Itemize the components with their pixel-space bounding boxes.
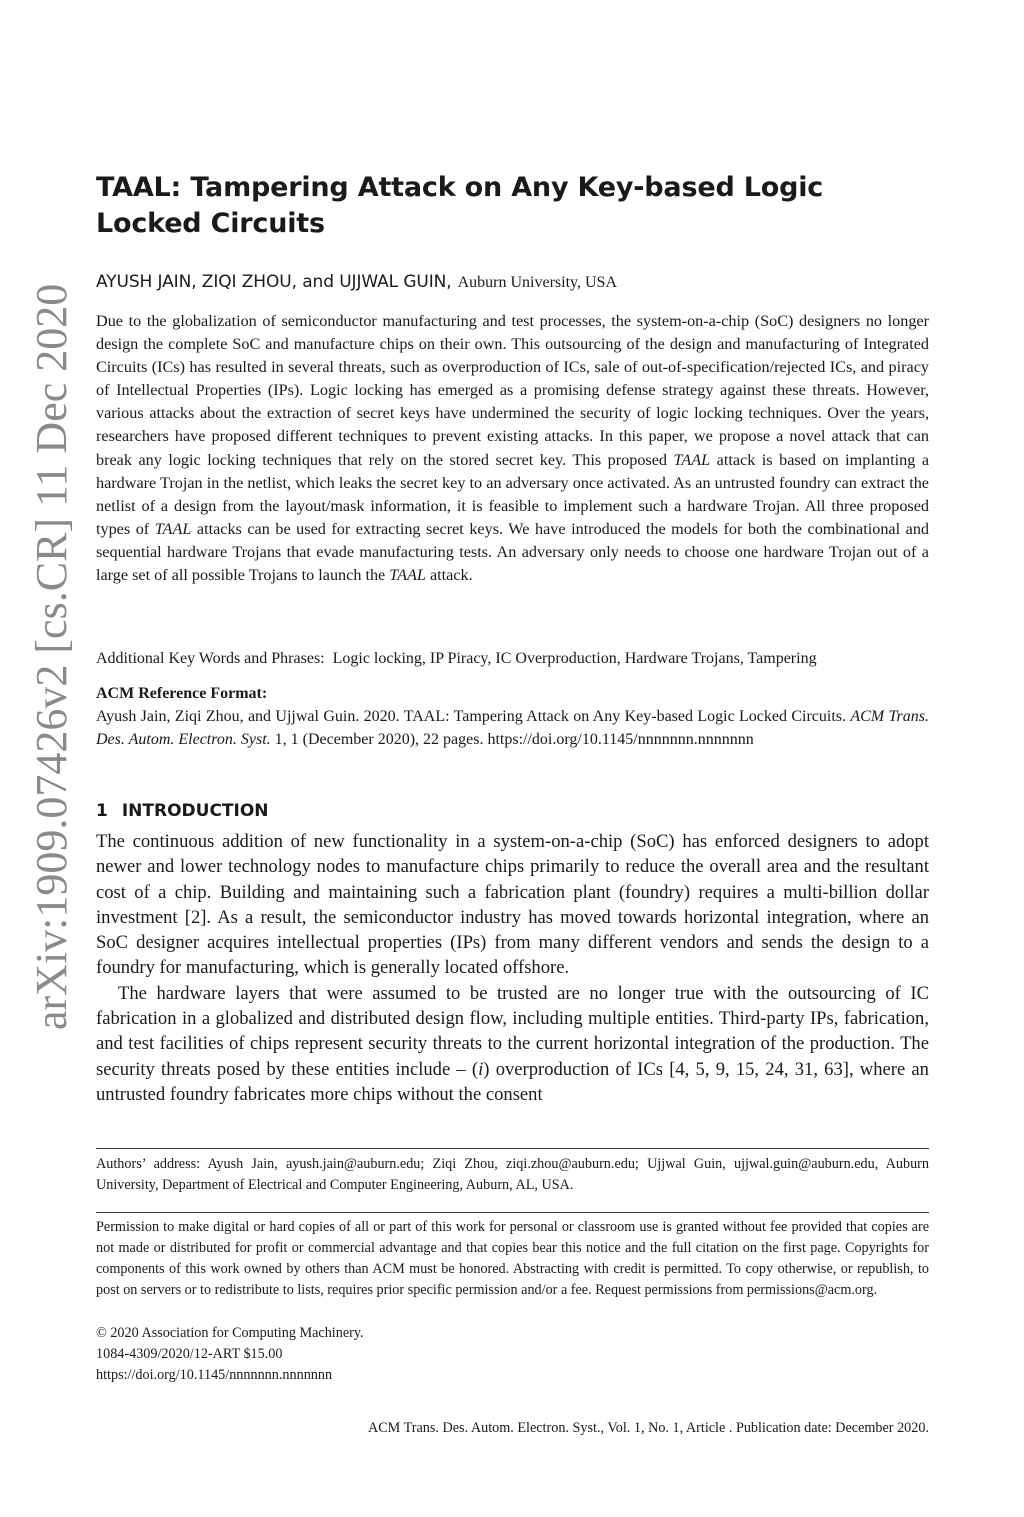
doi-line: https://doi.org/10.1145/nnnnnnn.nnnnnnn xyxy=(96,1367,333,1383)
abstract-taal-1: TAAL xyxy=(673,450,711,469)
abstract xyxy=(96,310,929,587)
arxiv-identifier-stamp: arXiv:1909.07426v2 [cs.CR] 11 Dec 2020 xyxy=(27,283,76,1030)
acm-reference-text-1: Ayush Jain, Ziqi Zhou, and Ujjwal Guin. 2020. TAAL: Tampering Attack on Any Key-based Logic Locked Circuits. xyxy=(96,708,847,725)
keywords-label: Additional Key Words and Phrases: xyxy=(96,650,325,667)
acm-reference-text-2: 1, 1 (December 2020), 22 pages. https://doi.org/10.1145/nnnnnnn.nnnnnnn xyxy=(274,731,754,748)
permission-notice: Permission to make digital or hard copies of all or part of this work for personal or classroom use is granted without fee provided that copies are not made or distributed for profit or commercial advantage and that copies bear this notice and the full citation on the first page. Copyrights for components of this work owned by others than ACM must be honored. Abstracting with credit is permitted. To copy otherwise, or republish, to post on servers or to redistribute to lists, requires prior specific permission and/or a fee. Request permissions from permissions@acm.org. xyxy=(96,1219,929,1298)
acm-reference-heading: ACM Reference Format: xyxy=(96,685,268,702)
author-affiliation: Auburn University, USA xyxy=(457,274,618,291)
paper-title: TAAL: Tampering Attack on Any Key-based Logic Locked Circuits xyxy=(96,172,824,239)
abstract-text-3: attacks can be used for extracting secret keys. We have introduced the models for both the combinational and sequential hardware Trojans that evade manufacturing tests. An adversary only needs to choose one hardware Trojan out of a large set of all possible Trojans to launch the xyxy=(96,519,930,585)
author-line xyxy=(96,270,929,295)
intro-paragraph-2 xyxy=(96,981,929,1107)
intro-paragraph-2-italic-i: i xyxy=(478,1058,484,1080)
acm-reference-format xyxy=(96,682,929,751)
authors-address: Authors’ address: Ayush Jain, ayush.jain@auburn.edu; Ziqi Zhou, ziqi.zhou@auburn.edu; Ujjwal Guin, ujjwal.guin@auburn.edu, Auburn University, Department of Electrical and Computer Engineering, Auburn, AL, USA. xyxy=(96,1156,929,1193)
section-number: 1 xyxy=(96,801,108,821)
page-footer: ACM Trans. Des. Autom. Electron. Syst., Vol. 1, No. 1, Article . Publication date: December 2020. xyxy=(367,1420,929,1436)
copyright-block xyxy=(96,1323,929,1386)
abstract-text-4: attack. xyxy=(429,566,473,585)
keywords-text: Logic locking, IP Piracy, IC Overproduction, Hardware Trojans, Tampering xyxy=(332,650,817,667)
abstract-text-1: Due to the globalization of semiconductor manufacturing and test processes, the system-on-a-chip (SoC) designers no longer design the complete SoC and manufacture chips on their own. This outsourcing of the design and manufacturing of Integrated Circuits (ICs) has resulted in several threats, such as overproduction of ICs, sale of out-of-specification/rejected ICs, and piracy of Intellectual Properties (IPs). Logic locking has emerged as a promising defense strategy against these threats. However, various attacks about the extraction of secret keys have undermined the security of logic locking techniques. Over the years, researchers have proposed different techniques to prevent existing attacks. In this paper, we propose a novel attack that can break any logic locking techniques that rely on the stored secret key. This proposed xyxy=(96,312,929,469)
introduction-body xyxy=(96,829,929,1107)
intro-paragraph-1: The continuous addition of new functionality in a system-on-a-chip (SoC) has enforced designers to adopt newer and lower technology nodes to manufacture chips primarily to reduce the overall area and the resultant cost of a chip. Building and maintaining such a fabrication plant (foundry) requires a multi-billion dollar investment [2]. As a result, the semiconductor industry has moved towards horizontal integration, where an SoC designer acquires intellectual properties (IPs) from many different vendors and sends the design to a foundry for manufacturing, which is generally located offshore. xyxy=(96,831,929,979)
issn-line: 1084-4309/2020/12-ART $15.00 xyxy=(96,1346,283,1362)
section-title: INTRODUCTION xyxy=(121,801,269,821)
abstract-text-2: attack is based on implanting a hardware Trojan in the netlist, which leaks the secret key to an adversary once activated. As an untrusted foundry can extract the netlist of a design from the layout/mask information, it is feasible to implement such a hardware Trojan. All three proposed types of xyxy=(96,450,930,538)
abstract-taal-2: TAAL xyxy=(154,519,192,538)
intro-paragraph-2-text-a: The hardware layers that were assumed to be trusted are no longer true with the outsourcing of IC fabrication in a globalized and distributed design flow, including multiple entities. Third-party IPs, fabrication, and test facilities of chips represent security threats to the current horizontal integration of the production. The security threats posed by these entities include – ( xyxy=(96,982,929,1080)
section-heading-introduction xyxy=(96,800,929,822)
keywords xyxy=(96,647,929,670)
copyright-line: © 2020 Association for Computing Machinery. xyxy=(96,1325,364,1341)
permission-divider xyxy=(96,1212,929,1213)
author-names: AYUSH JAIN, ZIQI ZHOU, and UJJWAL GUIN, xyxy=(96,272,452,292)
abstract-taal-3: TAAL xyxy=(389,566,426,585)
intro-paragraph-2-text-b: ) overproduction of ICs [4, 5, 9, 15, 24, 31, 63], where an untrusted foundry fabricates more chips without the consent xyxy=(96,1058,929,1105)
footnote-divider xyxy=(96,1148,929,1149)
acm-reference-journal: ACM Trans. Des. Autom. Electron. Syst. xyxy=(96,708,929,748)
